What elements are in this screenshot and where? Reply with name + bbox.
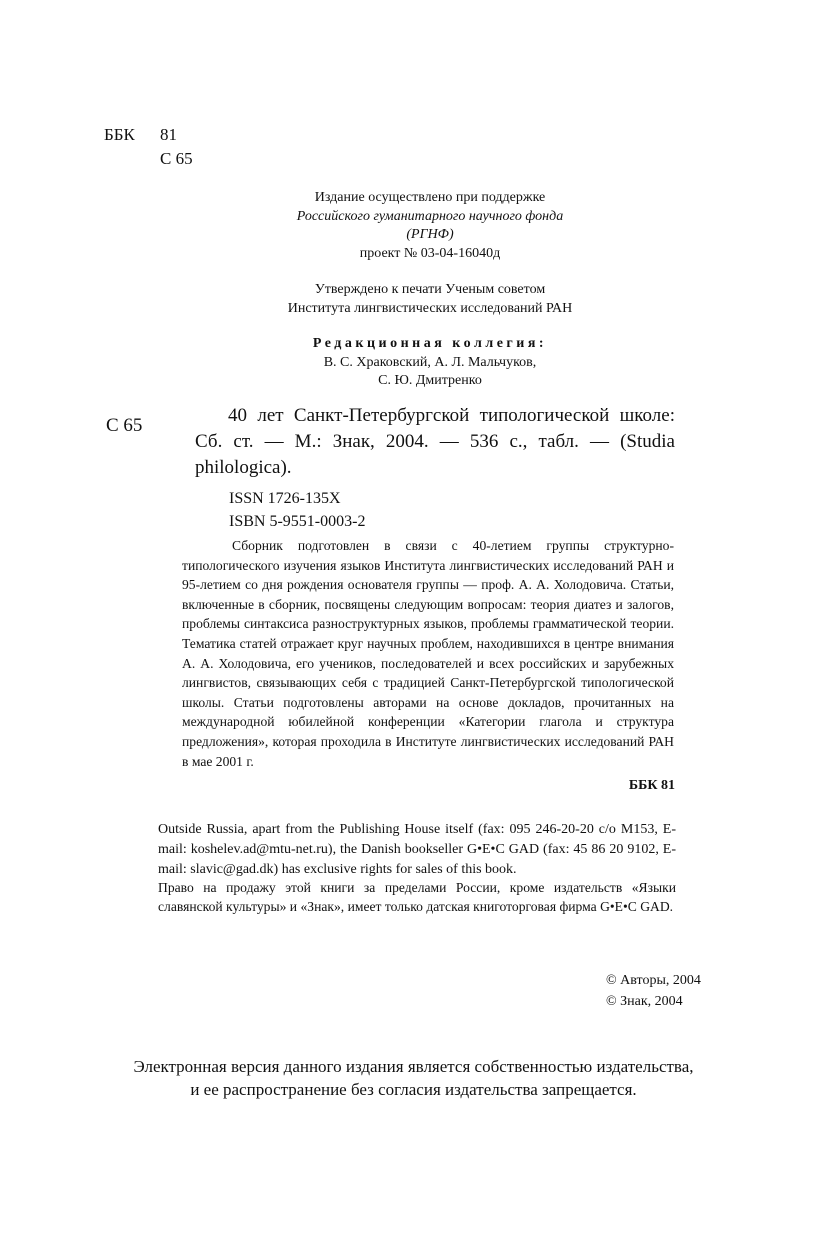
- identifiers: [229, 487, 365, 533]
- board-members-2: С. Ю. Дмитренко: [378, 373, 482, 388]
- support-notice: [180, 189, 680, 263]
- editorial-board: [180, 335, 680, 391]
- electronic-line-1: Электронная версия данного издания является собственностью издательства,: [133, 1057, 694, 1076]
- electronic-notice: [80, 1055, 747, 1101]
- bbk-index-top: [104, 123, 193, 171]
- approval-institute: Института лингвистических исследований РАН: [287, 300, 573, 316]
- support-fund-abbr: (РГНФ): [406, 227, 454, 242]
- issn: ISSN 1726-135X: [229, 490, 341, 507]
- board-heading: Редакционная коллегия:: [312, 336, 548, 351]
- support-line: Издание осуществлено при поддержке: [314, 190, 546, 205]
- isbn: ISBN 5-9551-0003-2: [229, 513, 366, 530]
- approval-notice: [180, 281, 680, 318]
- support-fund-name: Российского гуманитарного научного фонда: [296, 208, 564, 224]
- side-author-mark: С 65: [106, 415, 143, 436]
- copyright: [606, 970, 701, 1012]
- support-project: проект № 03-04-16040д: [359, 245, 501, 261]
- electronic-line-2: и ее распространение без согласия издательства запрещается.: [190, 1080, 637, 1099]
- bbk-index-bottom: ББК 81: [628, 778, 675, 793]
- abstract: Сборник подготовлен в связи с 40-летием группы структурно-типологического изучения языков Института лингвистических исследований РАН и 95-летием со дня рождения основателя группы — проф. А. А. Холодовича. Статьи, включенные в сборник, посвящены следующим вопросам: теория диатез и залогов, проблемы синтаксиса разноструктурных языков, проблемы грамматической теории. Тематика статей отражает круг научных проблем, находившихся в центре внимания А. А. Холодовича, его учеников, последователей и всех российских и зарубежных лингвистов, связывающих себя с традицией Санкт-Петербургской типологической школы. Статьи подготовлены авторами на основе докладов, прочитанных на международной юбилейной конференции «Категории глагола и структура предложения», которая проходила в Институте лингвистических исследований РАН в мае 2001 г.: [182, 538, 674, 769]
- copyright-publisher: © Знак, 2004: [606, 994, 683, 1009]
- bbk-code: 81: [160, 125, 177, 144]
- board-members-1: В. С. Храковский, А. Л. Мальчуков,: [323, 354, 537, 370]
- outside-russia-rights: Outside Russia, apart from the Publishing House itself (fax: 095 246-20-20 c/o M153, E-mail: koshelev.ad@mtu-net.ru), the Danish bookseller G•E•C GAD (fax: 45 86 20 9102, E-mail: slavic@gad.dk) has exclusive rights for sales of this book.: [158, 822, 676, 877]
- sales-rights-ru: Право на продажу этой книги за пределами России, кроме издательств «Языки славянской культуры» и «Знак», имеет только датская книготорговая фирма G•E•C GAD.: [158, 880, 676, 914]
- approval-line: Утверждено к печати Ученым советом: [314, 282, 546, 297]
- author-mark: С 65: [160, 149, 193, 168]
- title-entry: 40 лет Санкт-Петербургской типологической школе: Сб. ст. — М.: Знак, 2004. — 536 с., табл. — (Studia philologica).: [195, 405, 675, 478]
- bbk-label: ББК: [104, 125, 135, 144]
- copyright-authors: © Авторы, 2004: [606, 973, 701, 988]
